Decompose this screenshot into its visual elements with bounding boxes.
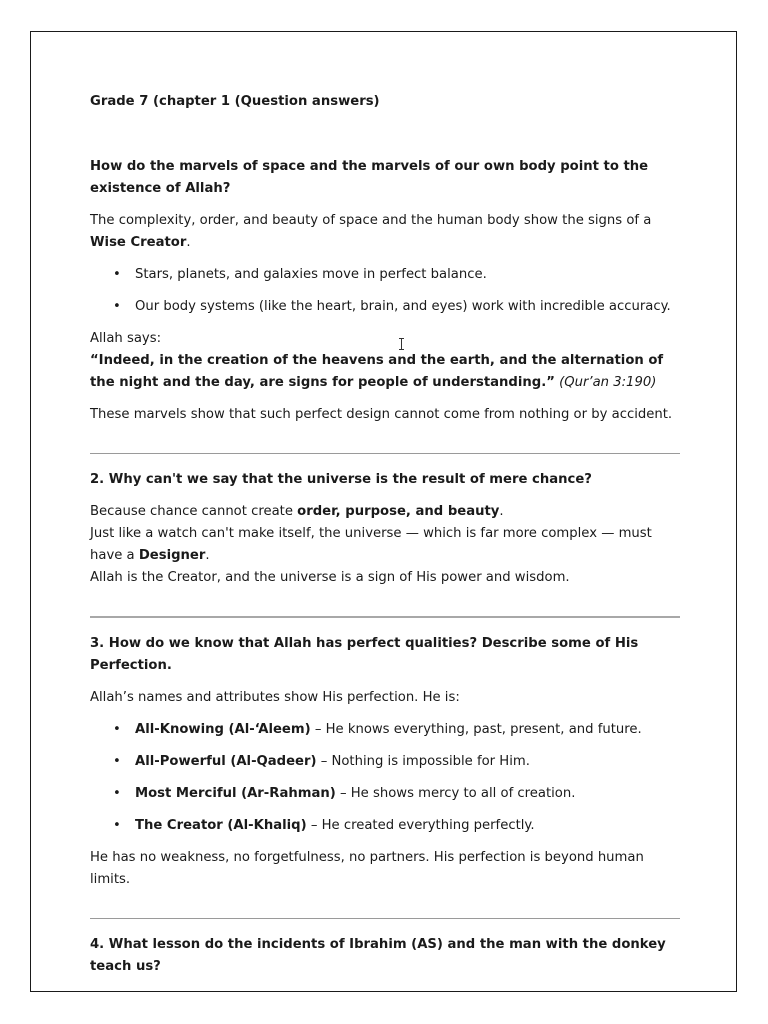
quran-quote: “Indeed, in the creation of the heavens and the earth, and the alternation of the night and the day, are signs for people of understanding.” (Qur’an 3:190) bbox=[90, 353, 664, 390]
section-divider bbox=[90, 918, 680, 919]
question-1: How do the marvels of space and the marvels of our own body point to the existence of Allah? bbox=[90, 159, 649, 196]
list-item: • All-Powerful (Al-Qadeer) – Nothing is impossible for Him. bbox=[135, 751, 680, 773]
list-item: • The Creator (Al-Khaliq) – He created everything perfectly. bbox=[135, 815, 680, 837]
allah-says-label: Allah says: bbox=[90, 331, 162, 346]
text-cursor-icon bbox=[401, 338, 402, 350]
answer-3-intro: Allah’s names and attributes show His perfection. He is: bbox=[90, 690, 460, 705]
question-3: 3. How do we know that Allah has perfect qualities? Describe some of His Perfection. bbox=[90, 636, 639, 673]
question-4: 4. What lesson do the incidents of Ibrahim (AS) and the man with the donkey teach us? bbox=[90, 937, 666, 974]
section-divider bbox=[90, 616, 680, 618]
answer-1-conclusion: These marvels show that such perfect design cannot come from nothing or by accident. bbox=[90, 407, 673, 422]
question-2: 2. Why can't we say that the universe is the result of mere chance? bbox=[90, 472, 592, 487]
document-body[interactable] bbox=[90, 91, 680, 978]
list-item: • All-Knowing (Al-‘Aleem) – He knows everything, past, present, and future. bbox=[135, 719, 680, 741]
attributes-list bbox=[90, 719, 680, 837]
quote-reference: (Qur’an 3:190) bbox=[559, 375, 657, 390]
section-divider bbox=[90, 453, 680, 454]
document-page bbox=[30, 31, 737, 992]
answer-1-intro: The complexity, order, and beauty of space and the human body show the signs of a Wise Creator. bbox=[90, 213, 652, 250]
answer-1-bold: Wise Creator bbox=[90, 235, 187, 250]
answer-2: Because chance cannot create order, purpose, and beauty. Just like a watch can't make itself, the universe — which is far more complex — must have a Designer. Allah is the Creator, and the universe is a sign of His power and wisdom. bbox=[90, 504, 652, 585]
list-item: • Stars, planets, and galaxies move in perfect balance. bbox=[135, 264, 680, 286]
list-item: • Our body systems (like the heart, brain, and eyes) work with incredible accuracy. bbox=[135, 296, 680, 318]
list-item: • Most Merciful (Ar-Rahman) – He shows mercy to all of creation. bbox=[135, 783, 680, 805]
answer-1-bullets bbox=[90, 264, 680, 318]
document-title: Grade 7 (chapter 1 (Question answers) bbox=[90, 94, 380, 109]
answer-3-conclusion: He has no weakness, no forgetfulness, no partners. His perfection is beyond human limits. bbox=[90, 850, 644, 887]
